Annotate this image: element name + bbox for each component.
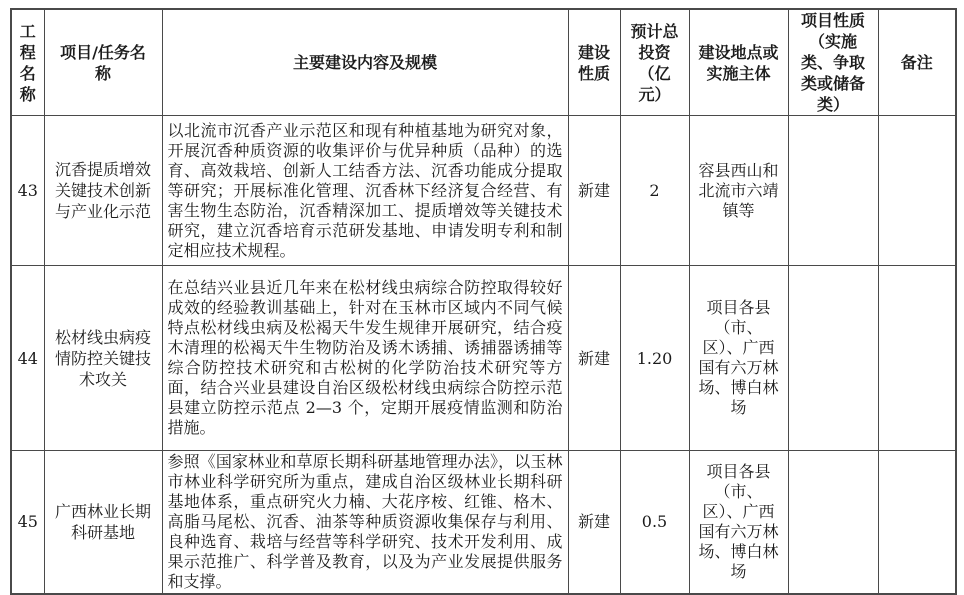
cell-location: 项目各县（市、区）、广西国有六万林场、博白林场 xyxy=(689,266,788,451)
header-total-investment: 预计总投资（亿元） xyxy=(620,9,689,116)
header-remark: 备注 xyxy=(878,9,956,116)
cell-project-category xyxy=(788,451,878,594)
cell-project-no: 44 xyxy=(11,266,44,451)
cell-remark xyxy=(878,116,956,266)
cell-build-nature: 新建 xyxy=(568,266,620,451)
header-project-category: 项目性质（实施类、争取类或储备类） xyxy=(788,9,878,116)
cell-remark xyxy=(878,451,956,594)
cell-task-name: 广西林业长期科研基地 xyxy=(44,451,162,594)
cell-task-name: 沉香提质增效关键技术创新与产业化示范 xyxy=(44,116,162,266)
cell-total-investment: 0.5 xyxy=(620,451,689,594)
header-build-nature: 建设性质 xyxy=(568,9,620,116)
table-header-row xyxy=(11,9,956,116)
table-row xyxy=(11,116,956,266)
header-location: 建设地点或实施主体 xyxy=(689,9,788,116)
cell-build-nature: 新建 xyxy=(568,116,620,266)
cell-total-investment: 2 xyxy=(620,116,689,266)
project-plan-table xyxy=(10,8,957,595)
table-row xyxy=(11,451,956,594)
cell-main-content: 以北流市沉香产业示范区和现有种植基地为研究对象，开展沉香种质资源的收集评价与优异种质（品种）的选育、高效栽培、创新人工结香方法、沉香功能成分提取等研究；开展标准化管理、沉香林下经济复合经营、有害生物生态防治，沉香精深加工、提质增效等关键技术研究，建立沉香培育示范研发基地、申请发明专利和制定相应技术规程。 xyxy=(162,116,568,266)
cell-total-investment: 1.20 xyxy=(620,266,689,451)
cell-project-category xyxy=(788,116,878,266)
cell-remark xyxy=(878,266,956,451)
cell-location: 容县西山和北流市六靖镇等 xyxy=(689,116,788,266)
cell-build-nature: 新建 xyxy=(568,451,620,594)
cell-location: 项目各县（市、区）、广西国有六万林场、博白林场 xyxy=(689,451,788,594)
header-main-content: 主要建设内容及规模 xyxy=(162,9,568,116)
table-row xyxy=(11,266,956,451)
cell-task-name: 松材线虫病疫情防控关键技术攻关 xyxy=(44,266,162,451)
cell-project-no: 43 xyxy=(11,116,44,266)
cell-project-category xyxy=(788,266,878,451)
header-project-no: 工程名称 xyxy=(11,9,44,116)
cell-main-content: 参照《国家林业和草原长期科研基地管理办法》，以玉林市林业科学研究所为重点，建成自治区级林业长期科研基地体系，重点研究火力楠、大花序桉、红锥、格木、高脂马尾松、沉香、油茶等种质资源收集保存与利用、良种选育、栽培与经营等科学研究、技术开发利用、成果示范推广、科学普及教育，以及为产业发展提供服务和支撑。 xyxy=(162,451,568,594)
cell-project-no: 45 xyxy=(11,451,44,594)
cell-main-content: 在总结兴业县近几年来在松材线虫病综合防控取得较好成效的经验教训基础上，针对在玉林市区域内不同气候特点松材线虫病及松褐天牛发生规律开展研究，结合疫木清理的松褐天牛生物防治及诱木诱捕、诱捕器诱捕等综合防控技术研究和古松树的化学防治技术研究等方面，结合兴业县建设自治区级松材线虫病综合防控示范县建立防控示范点 2—3 个，定期开展疫情监测和防治措施。 xyxy=(162,266,568,451)
header-task-name: 项目/任务名称 xyxy=(44,9,162,116)
